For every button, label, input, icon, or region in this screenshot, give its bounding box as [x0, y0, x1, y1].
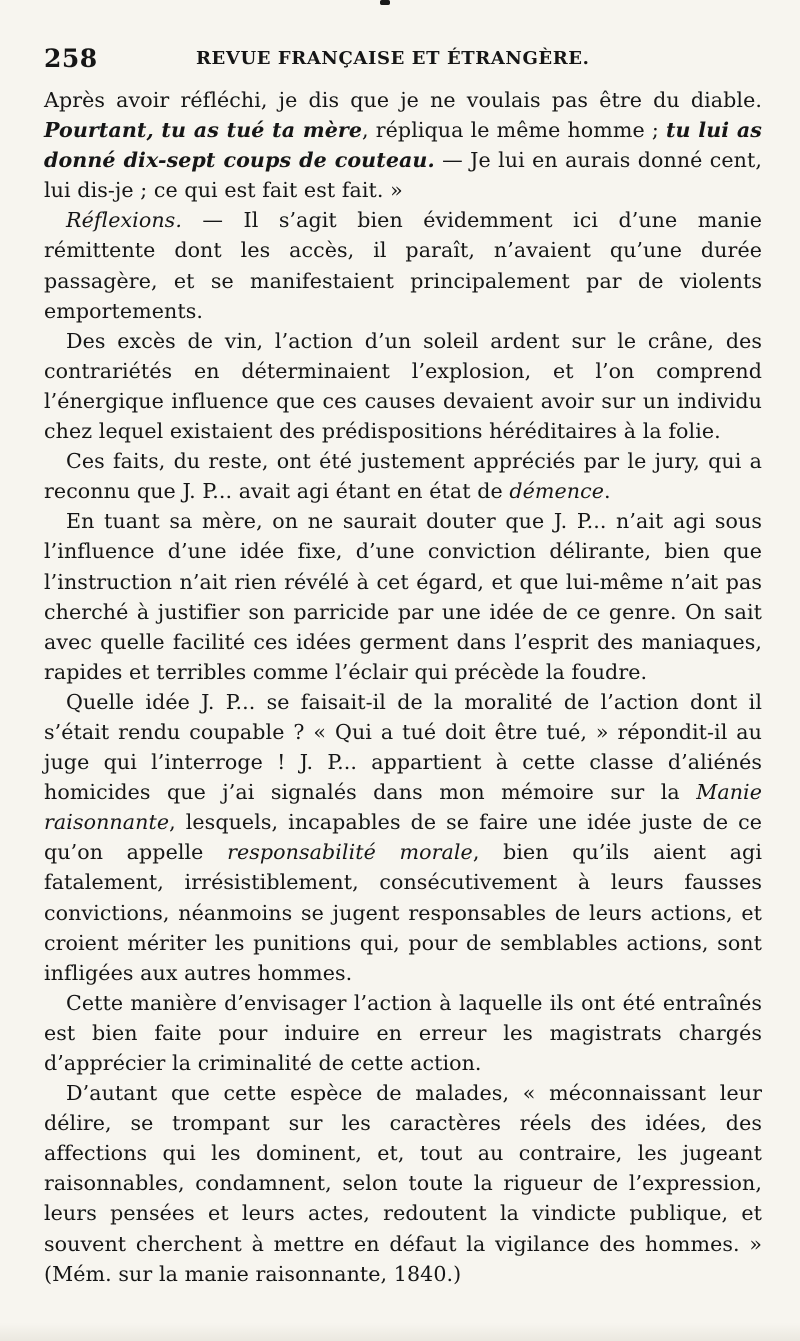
running-head: REVUE FRANÇAISE ET ÉTRANGÈRE. — [196, 48, 590, 69]
body-text — [44, 85, 762, 1289]
text-run: — Je lui en aurais donné cent, lui dis-je ; ce qui est fait est fait. » — [44, 148, 762, 203]
paragraph — [44, 446, 762, 506]
text-run: — Il s’agit bien évidemment ici d’une manie rémittente dont les accès, il paraît, n’avaient qu’une durée passagère, et se manifestaient principalement par de violents emportements. — [44, 208, 762, 323]
text-run: En tuant sa mère, on ne saurait douter que J. P... n’ait agi sous l’influence d’une idée fixe, d’une conviction délirante, bien que l’instruction n’ait rien révélé à cet égard, et que lui-même n’ait pas cherché à justifier son parricide par une idée de ce genre. On sait avec quelle facilité ces idées germent dans l’esprit des maniaques, rapides et terribles comme l’éclair qui précède la foudre. — [44, 509, 762, 684]
paragraph — [44, 85, 762, 205]
text-run: Après avoir réfléchi, je dis que je ne voulais pas être du diable. — [44, 88, 762, 112]
italic-text: responsabilité morale — [227, 840, 473, 865]
emphasized-text: Pourtant, tu as tué ta mère — [44, 118, 363, 143]
page-bottom-edge — [0, 1323, 800, 1341]
ink-mark — [380, 0, 390, 5]
paragraph — [44, 205, 762, 325]
text-run: . — [604, 479, 611, 504]
text-run: , bien qu’ils aient agi fatalement, irrésistiblement, consécutivement à leurs fausses convictions, néanmoins se jugent responsables de leurs actions, et croient mériter les punitions qui, pour de semblables actions, sont infligées aux autres hommes. — [44, 840, 762, 985]
page-header — [44, 38, 776, 78]
emphasized-text: tu lui as donné dix-sept coups de couteau. — [44, 118, 762, 173]
italic-text: Réflexions. — [66, 208, 182, 233]
paragraph — [44, 988, 762, 1078]
page-number: 258 — [44, 44, 98, 73]
paragraph — [44, 1078, 762, 1289]
paragraph — [44, 506, 762, 687]
italic-text: démence — [509, 479, 604, 504]
text-run: , répliqua le même homme ; — [362, 118, 666, 143]
text-run: Des excès de vin, l’action d’un soleil ardent sur le crâne, des contrariétés en déterminaient l’explosion, et l’on comprend l’énergique influence que ces causes devaient avoir sur un individu chez lequel existaient des prédispositions héréditaires à la folie. — [44, 328, 762, 444]
paragraph — [44, 687, 762, 988]
paragraph — [44, 326, 762, 446]
text-run: Ces faits, du reste, ont été justement appréciés par le jury, qui a reconnu que J. P... avait agi étant en état de — [44, 449, 762, 504]
text-run: Cette manière d’envisager l’action à laquelle ils ont été entraînés est bien faite pour induire en erreur les magistrats chargés d’apprécier la criminalité de cette action. — [44, 990, 762, 1075]
text-run: D’autant que cette espèce de malades, « méconnaissant leur délire, se trompant sur les caractères réels des idées, des affections qui les dominent, et, tout au contraire, les jugeant raisonnables, condamnent, selon toute la rigueur de l’expression, leurs pensées et leurs actes, redoutent la vindicte publique, et souvent cherchent à mettre en défaut la vigilance des hommes. » (Mém. sur la manie raisonnante, 1840.) — [44, 1081, 762, 1286]
text-run: , lesquels, incapables de se faire une idée juste de ce qu’on appelle — [44, 810, 762, 865]
text-run: Quelle idée J. P... se faisait-il de la moralité de l’action dont il s’était rendu coupable ? « Qui a tué doit être tué, » répondit-il au juge qui l’interroge ! J. P... appartient à cette classe d’aliénés homicides que j’ai signalés dans mon mémoire sur la — [44, 689, 762, 805]
italic-text: Manie raisonnante — [44, 780, 762, 835]
